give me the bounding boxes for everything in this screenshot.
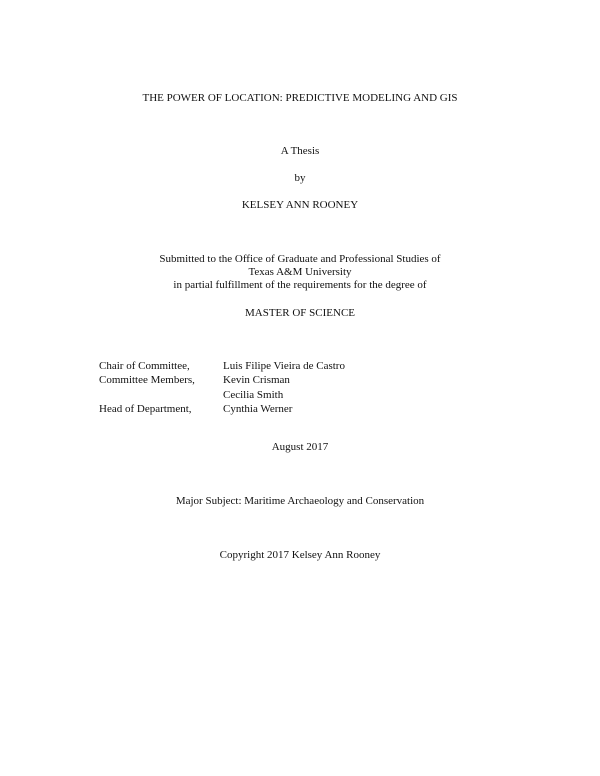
thesis-date: August 2017 bbox=[271, 441, 329, 453]
submission-line-3: in partial fulfillment of the requirements for the degree of bbox=[173, 279, 427, 291]
committee-member-name: Cynthia Werner bbox=[223, 402, 293, 415]
committee-member-name: Cecilia Smith bbox=[223, 388, 284, 401]
copyright-notice: Copyright 2017 Kelsey Ann Rooney bbox=[219, 549, 381, 561]
by-label: by bbox=[294, 172, 306, 184]
committee-row bbox=[99, 373, 345, 387]
committee-role: Head of Department, bbox=[99, 402, 192, 415]
submission-line-1: Submitted to the Office of Graduate and Professional Studies of bbox=[159, 253, 441, 265]
degree-name: MASTER OF SCIENCE bbox=[244, 307, 356, 319]
committee-role bbox=[99, 388, 223, 402]
author-name: KELSEY ANN ROONEY bbox=[241, 199, 359, 211]
committee-role: Chair of Committee, bbox=[99, 360, 190, 372]
committee-list bbox=[99, 359, 345, 416]
committee-role: Committee Members, bbox=[99, 374, 195, 387]
document-type: A Thesis bbox=[280, 145, 320, 157]
committee-member-name: Kevin Crisman bbox=[223, 374, 290, 387]
submission-line-2: Texas A&M University bbox=[248, 266, 352, 278]
committee-member-name: Luis Filipe Vieira de Castro bbox=[223, 360, 345, 372]
committee-row bbox=[99, 388, 345, 402]
thesis-title: THE POWER OF LOCATION: PREDICTIVE MODELING AND GIS bbox=[142, 92, 458, 104]
committee-row bbox=[99, 402, 345, 416]
committee-row bbox=[99, 359, 345, 373]
major-subject: Major Subject: Maritime Archaeology and Conservation bbox=[175, 495, 425, 507]
